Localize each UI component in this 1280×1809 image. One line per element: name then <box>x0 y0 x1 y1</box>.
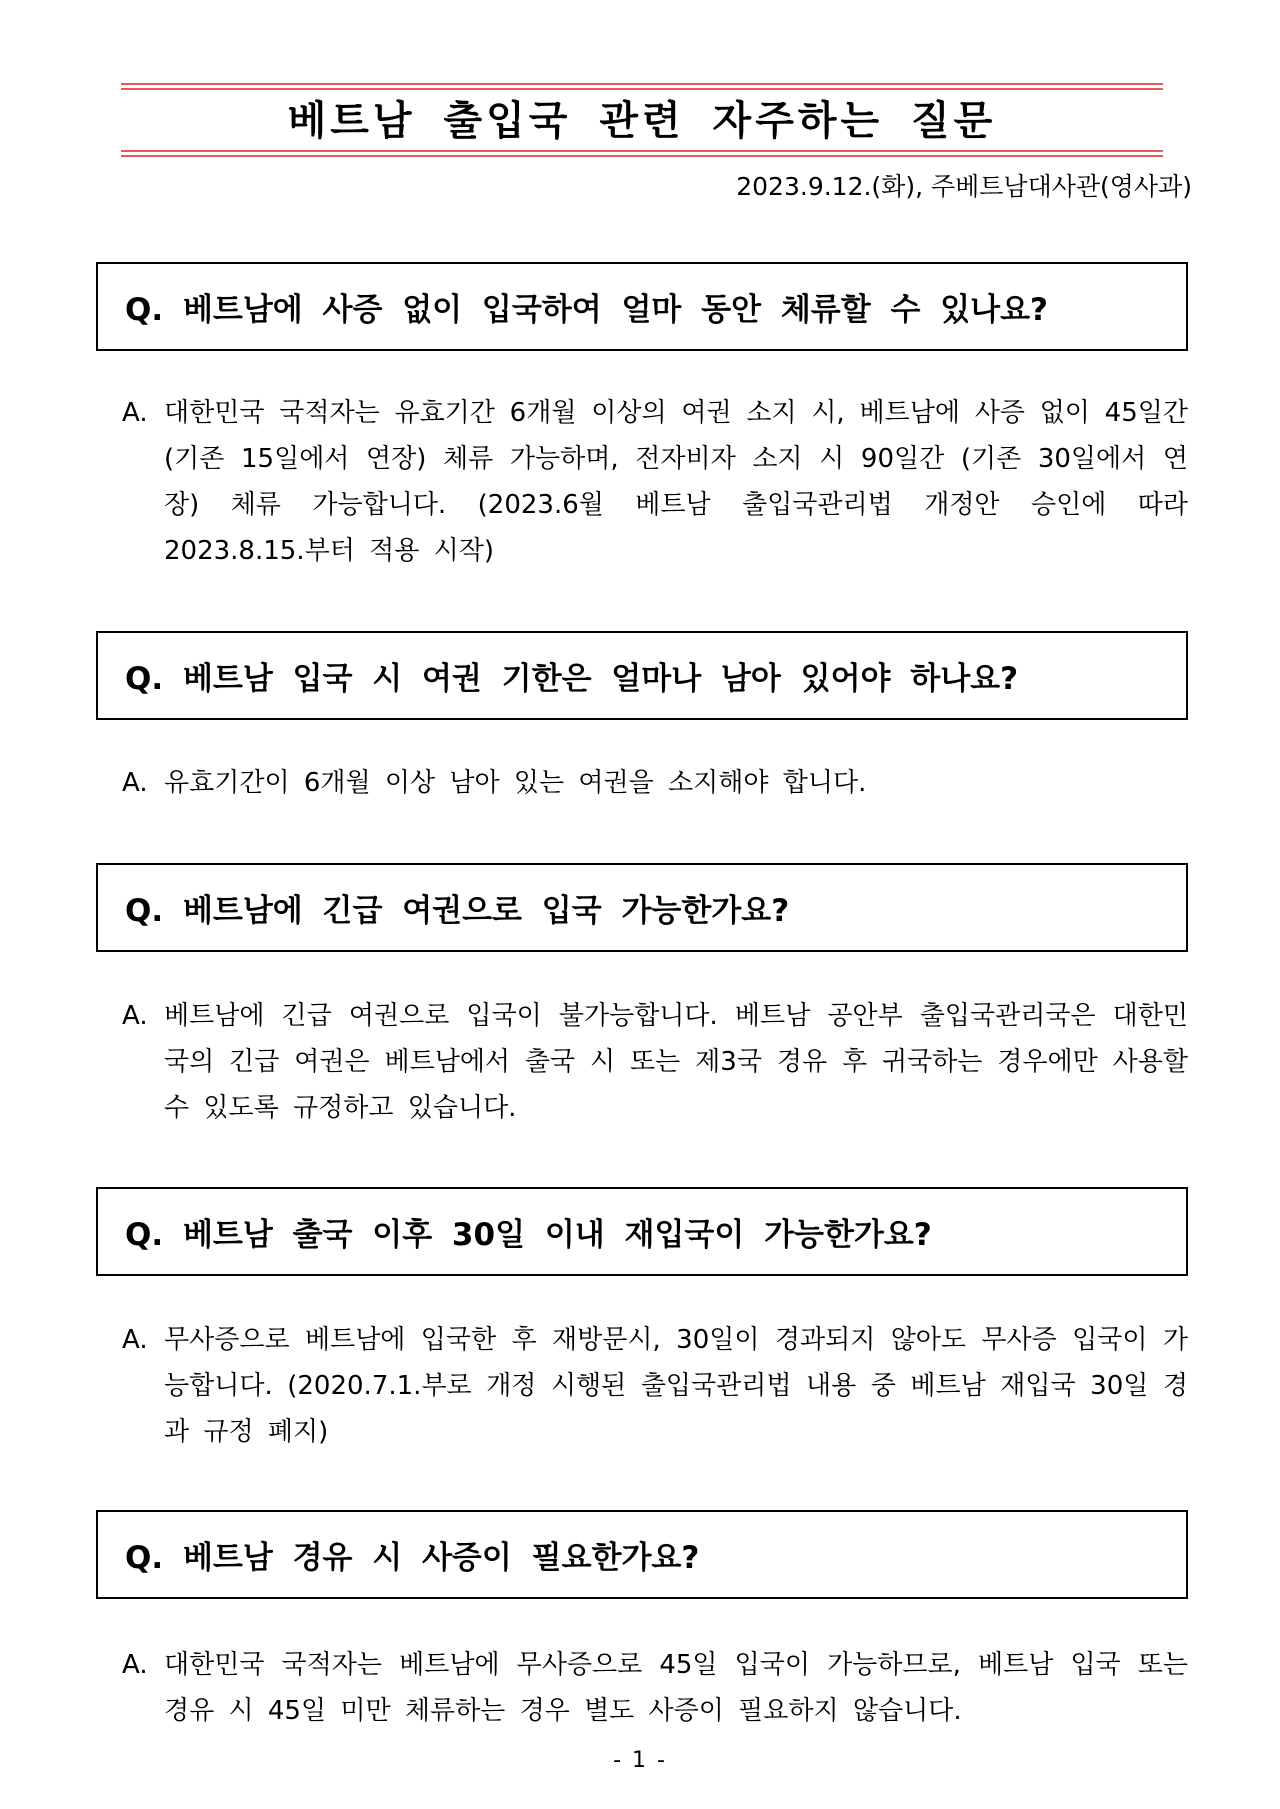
question-label: Q. <box>125 661 164 697</box>
question-body: 베트남 출국 이후 30일 이내 재입국이 가능한가요? <box>182 1217 932 1253</box>
question-body: 베트남에 긴급 여권으로 입국 가능한가요? <box>182 893 790 929</box>
question-box <box>96 631 1188 720</box>
page-title: 베트남 출입국 관련 자주하는 질문 <box>287 98 997 144</box>
answer-block <box>122 390 1188 574</box>
answer-label: A. <box>122 768 148 798</box>
question-label: Q. <box>125 1540 164 1576</box>
answer-body: 대한민국 국적자는 베트남에 무사증으로 45일 입국이 가능하므로, 베트남 입국 또는 경유 시 45일 미만 체류하는 경우 별도 사증이 필요하지 않습니다. <box>164 1650 1188 1726</box>
question-text <box>125 653 1018 698</box>
answer-label: A. <box>122 1325 148 1355</box>
question-label: Q. <box>125 893 164 929</box>
answer-body: 유효기간이 6개월 이상 남아 있는 여권을 소지해야 합니다. <box>164 768 867 798</box>
title-bottom-rule-inner <box>121 150 1163 152</box>
title-bottom-rule <box>121 155 1163 157</box>
question-label: Q. <box>125 292 164 328</box>
dateline: 2023.9.12.(화), 주베트남대사관(영사과) <box>736 172 1192 201</box>
answer-body: 무사증으로 베트남에 입국한 후 재방문시, 30일이 경과되지 않아도 무사증 입국이 가능합니다. (2020.7.1.부로 개정 시행된 출입국관리법 내용 중 베트남 재입국 30일 경과 규정 폐지) <box>164 1325 1188 1447</box>
question-box <box>96 1510 1188 1599</box>
question-box <box>96 1187 1188 1276</box>
question-text <box>125 284 1048 329</box>
question-body: 베트남에 사증 없이 입국하여 얼마 동안 체류할 수 있나요? <box>182 292 1049 328</box>
answer-block <box>122 1642 1188 1734</box>
question-box <box>96 863 1188 952</box>
answer-label: A. <box>122 1001 148 1031</box>
answer-block <box>122 993 1188 1131</box>
answer-block <box>122 760 1188 806</box>
question-label: Q. <box>125 1217 164 1253</box>
title-top-rule-inner <box>121 88 1163 90</box>
answer-label: A. <box>122 398 148 428</box>
title-top-rule <box>121 83 1163 85</box>
question-body: 베트남 경유 시 사증이 필요한가요? <box>182 1540 700 1576</box>
answer-label: A. <box>122 1650 148 1680</box>
question-box <box>96 262 1188 351</box>
question-body: 베트남 입국 시 여권 기한은 얼마나 남아 있어야 하나요? <box>182 661 1019 697</box>
question-text <box>125 885 789 930</box>
answer-body: 대한민국 국적자는 유효기간 6개월 이상의 여권 소지 시, 베트남에 사증 없이 45일간(기존 15일에서 연장) 체류 가능하며, 전자비자 소지 시 90일간 (기존 30일에서 연장) 체류 가능합니다. (2023.6월 베트남 출입국관리법 개정안 승인에 따라 2023.8.15.부터 적용 시작) <box>164 398 1188 566</box>
answer-body: 베트남에 긴급 여권으로 입국이 불가능합니다. 베트남 공안부 출입국관리국은 대한민국의 긴급 여권은 베트남에서 출국 시 또는 제3국 경유 후 귀국하는 경우에만 사용할 수 있도록 규정하고 있습니다. <box>164 1001 1188 1123</box>
page-number: - 1 - <box>613 1748 667 1773</box>
answer-block <box>122 1317 1188 1455</box>
question-text <box>125 1532 699 1577</box>
question-text <box>125 1209 932 1254</box>
